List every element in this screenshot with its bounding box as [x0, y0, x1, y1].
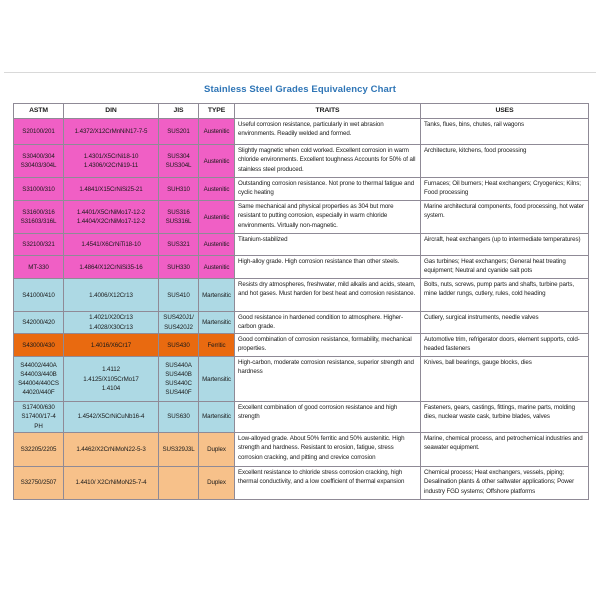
din-cell: [64, 334, 159, 357]
header-row: [14, 104, 589, 119]
uses-cell: Automotive trim, refrigerator doors, element supports, cold-headed fasteners: [421, 334, 589, 357]
din-cell: [64, 256, 159, 279]
jis-line: SUS321: [167, 241, 190, 249]
table-row: [14, 402, 589, 433]
traits-cell: Useful corrosion resistance, particularly in wet abrasion environments. Readily welded and formed.: [235, 119, 421, 145]
jis-cell: [159, 145, 199, 178]
din-line: 1.4112: [102, 366, 120, 374]
column-header-astm: ASTM: [14, 104, 64, 119]
traits-cell: Same mechanical and physical properties as 304 but more resistant to putting corrosion, especially in warm chloride environments. Virtually non-magnetic.: [235, 201, 421, 234]
equivalency-table: [13, 103, 589, 500]
uses-cell: Marine, chemical process, and petrochemical industries and seawater equipment.: [421, 433, 589, 467]
column-header-uses: USES: [421, 104, 589, 119]
din-line: 1.4301/X5CrNi18-10: [83, 152, 139, 160]
astm-line: S44003/440B: [20, 370, 57, 378]
column-header-din: DIN: [64, 104, 159, 119]
din-line: 1.4028/X30Cr13: [89, 323, 133, 331]
table-row: [14, 467, 589, 500]
jis-cell: [159, 402, 199, 433]
din-line: 1.4016/X6Cr17: [90, 341, 132, 349]
traits-cell: Low-alloyed grade. About 50% ferritic and 50% austenitic. High strength and hardness. Resistant to erosion, fatigue, stress corrosion cracking, and pitting and crevice corrosion: [235, 433, 421, 467]
uses-cell: Bolts, nuts, screws, pump parts and shafts, turbine parts, mine ladder rungs, cutlery, rules, cold heading: [421, 279, 589, 312]
din-cell: [64, 178, 159, 201]
column-header-traits: TRAITS: [235, 104, 421, 119]
din-cell: [64, 357, 159, 402]
astm-line: S44004/440CS: [18, 380, 59, 388]
traits-cell: Excellent resistance to chloride stress corrosion cracking, high thermal conductivity, and a low coefficient of thermal expansion: [235, 467, 421, 500]
din-line: 1.4104: [101, 384, 121, 392]
jis-line: SUS420J1/: [163, 314, 194, 322]
table-row: [14, 234, 589, 256]
uses-cell: Fasteners, gears, castings, fittings, marine parts, molding dies, nuclear waste cask, turbine blades, valves: [421, 402, 589, 433]
type-cell: Duplex: [199, 467, 235, 500]
jis-cell: [159, 334, 199, 357]
astm-line: S31603/316L: [20, 218, 57, 226]
jis-cell: [159, 279, 199, 312]
din-cell: [64, 402, 159, 433]
jis-line: SUS440F: [165, 389, 192, 397]
traits-cell: Titanium-stabilized: [235, 234, 421, 256]
astm-cell: [14, 402, 64, 433]
jis-line: SUS420J2: [164, 323, 193, 331]
type-cell: Martensitic: [199, 402, 235, 433]
din-line: 1.4542/X5CrNiCuNb16-4: [77, 413, 145, 421]
type-cell: Austenitic: [199, 234, 235, 256]
table-row: [14, 357, 589, 402]
jis-line: SUS329J3L: [162, 445, 195, 453]
traits-cell: High-alloy grade. High corrosion resistance than other steels.: [235, 256, 421, 279]
din-line: 1.4462/X2CrNiMoN22-5-3: [76, 445, 146, 453]
din-cell: [64, 145, 159, 178]
jis-line: SUS304: [167, 152, 190, 160]
table-row: [14, 119, 589, 145]
uses-cell: Chemical process; Heat exchangers, vessels, piping; Desalination plants & other saltwater applications; Power industry FGD systems; Offshore platforms: [421, 467, 589, 500]
din-cell: [64, 312, 159, 334]
din-line: 1.4541/X6CrNiTi18-10: [81, 241, 141, 249]
astm-line: S31000/310: [22, 185, 55, 193]
table-row: [14, 279, 589, 312]
jis-cell: [159, 433, 199, 467]
astm-cell: [14, 201, 64, 234]
traits-cell: Good combination of corrosion resistance, formability, mechanical properties.: [235, 334, 421, 357]
din-cell: [64, 119, 159, 145]
din-line: 1.4864/X12CrNiSi35-16: [79, 263, 143, 271]
din-cell: [64, 467, 159, 500]
jis-line: SUS201: [167, 128, 190, 136]
astm-line: S30403/304L: [20, 162, 57, 170]
astm-line: S41000/410: [22, 291, 55, 299]
jis-line: SUS410: [167, 291, 190, 299]
type-cell: Austenitic: [199, 256, 235, 279]
traits-cell: Resists dry atmospheres, freshwater, mild alkalis and acids, steam, and hot gases. Must harden for best heat and corrosion resistance.: [235, 279, 421, 312]
astm-cell: [14, 334, 64, 357]
table-header: [14, 104, 589, 119]
astm-line: S20100/201: [22, 128, 55, 136]
astm-cell: [14, 145, 64, 178]
jis-line: SUS316L: [165, 218, 192, 226]
din-line: 1.4841/X15CrNiSi25-21: [79, 185, 143, 193]
traits-cell: High-carbon, moderate corrosion resistance, superior strength and hardness: [235, 357, 421, 402]
jis-line: SUS440C: [165, 380, 192, 388]
table-row: [14, 178, 589, 201]
jis-line: SUS430: [167, 341, 190, 349]
traits-cell: Excellent combination of good corrosion resistance and high strength: [235, 402, 421, 433]
astm-line: S43000/430: [22, 341, 55, 349]
column-header-type: TYPE: [199, 104, 235, 119]
astm-cell: [14, 312, 64, 334]
table-row: [14, 201, 589, 234]
astm-line: S31600/316: [22, 208, 55, 216]
jis-line: SUS440A: [165, 361, 192, 369]
jis-cell: [159, 256, 199, 279]
uses-cell: Knives, ball bearings, gauge blocks, dies: [421, 357, 589, 402]
jis-cell: [159, 234, 199, 256]
din-line: 1.4401/X5CrNiMo17-12-2: [76, 208, 146, 216]
din-cell: [64, 433, 159, 467]
column-header-jis: JIS: [159, 104, 199, 119]
type-cell: Ferritic: [199, 334, 235, 357]
astm-cell: [14, 256, 64, 279]
astm-line: MT-330: [28, 263, 49, 271]
type-cell: Duplex: [199, 433, 235, 467]
astm-line: S44002/440A: [20, 361, 57, 369]
uses-cell: Architecture, kitchens, food processing: [421, 145, 589, 178]
din-line: 1.4306/X2CrNi19-11: [83, 162, 139, 170]
astm-cell: [14, 178, 64, 201]
type-cell: Martensitic: [199, 357, 235, 402]
traits-cell: Outstanding corrosion resistance. Not prone to thermal fatigue and cyclic heating: [235, 178, 421, 201]
astm-line: S42000/420: [22, 319, 55, 327]
jis-line: SUS440B: [165, 370, 192, 378]
din-cell: [64, 201, 159, 234]
uses-cell: Tanks, flues, bins, chutes, rail wagons: [421, 119, 589, 145]
type-cell: Austenitic: [199, 145, 235, 178]
astm-cell: [14, 279, 64, 312]
jis-cell: [159, 312, 199, 334]
astm-line: S17400/17-4 PH: [21, 413, 56, 430]
type-cell: Austenitic: [199, 178, 235, 201]
astm-cell: [14, 467, 64, 500]
astm-cell: [14, 433, 64, 467]
jis-cell: [159, 201, 199, 234]
din-line: 1.4404/X2CrNiMo17-12-2: [76, 218, 146, 226]
jis-cell: [159, 119, 199, 145]
uses-cell: Marine architectural components, food processing, hot water system.: [421, 201, 589, 234]
astm-line: S32205/2205: [20, 445, 57, 453]
astm-cell: [14, 119, 64, 145]
uses-cell: Cutlery, surgical instruments, needle valves: [421, 312, 589, 334]
astm-line: S30400/304: [22, 152, 55, 160]
chart-title: Stainless Steel Grades Equivalency Chart: [204, 84, 396, 95]
uses-cell: Gas turbines; Heat exchangers; General heat treating equipment; Neutral and cyanide salt pots: [421, 256, 589, 279]
table-row: [14, 145, 589, 178]
din-line: 1.4125/X105CrMo17: [83, 375, 139, 383]
table-row: [14, 312, 589, 334]
jis-line: SUS630: [167, 413, 190, 421]
jis-cell: [159, 467, 199, 500]
astm-line: S17400/630: [22, 404, 55, 412]
din-line: 1.4372/X12CrMnNiN17-7-5: [74, 128, 148, 136]
astm-line: 44020/440F: [22, 389, 55, 397]
astm-line: S32750/2507: [20, 479, 57, 487]
type-cell: Martensitic: [199, 279, 235, 312]
jis-line: SUH330: [167, 263, 190, 271]
jis-line: SUS304L: [165, 162, 192, 170]
din-line: 1.4410/ X2CrNiMoN25-7-4: [75, 479, 147, 487]
uses-cell: Furnaces; Oil burners; Heat exchangers; Cryogenics; Kilns; Food processing: [421, 178, 589, 201]
astm-cell: [14, 234, 64, 256]
traits-cell: Good resistance in hardened condition to atmosphere. Higher-carbon grade.: [235, 312, 421, 334]
traits-cell: Slightly magnetic when cold worked. Excellent corrosion in warm chloride environments. Excellent toughness Accounts for 50% of all stainless steel produced.: [235, 145, 421, 178]
uses-cell: Aircraft, heat exchangers (up to intermediate temperatures): [421, 234, 589, 256]
din-line: 1.4021/X20Cr13: [89, 314, 133, 322]
jis-cell: [159, 178, 199, 201]
type-cell: Austenitic: [199, 201, 235, 234]
type-cell: Martensitic: [199, 312, 235, 334]
type-cell: Austenitic: [199, 119, 235, 145]
table-row: [14, 256, 589, 279]
table-body: [14, 119, 589, 500]
din-cell: [64, 234, 159, 256]
jis-cell: [159, 357, 199, 402]
jis-line: SUH310: [167, 185, 190, 193]
jis-line: SUS316: [167, 208, 190, 216]
table-row: [14, 334, 589, 357]
din-line: 1.4006/X12Cr13: [89, 291, 133, 299]
top-divider-line: [4, 72, 596, 73]
din-cell: [64, 279, 159, 312]
table-row: [14, 433, 589, 467]
astm-line: S32100/321: [22, 241, 55, 249]
astm-cell: [14, 357, 64, 402]
